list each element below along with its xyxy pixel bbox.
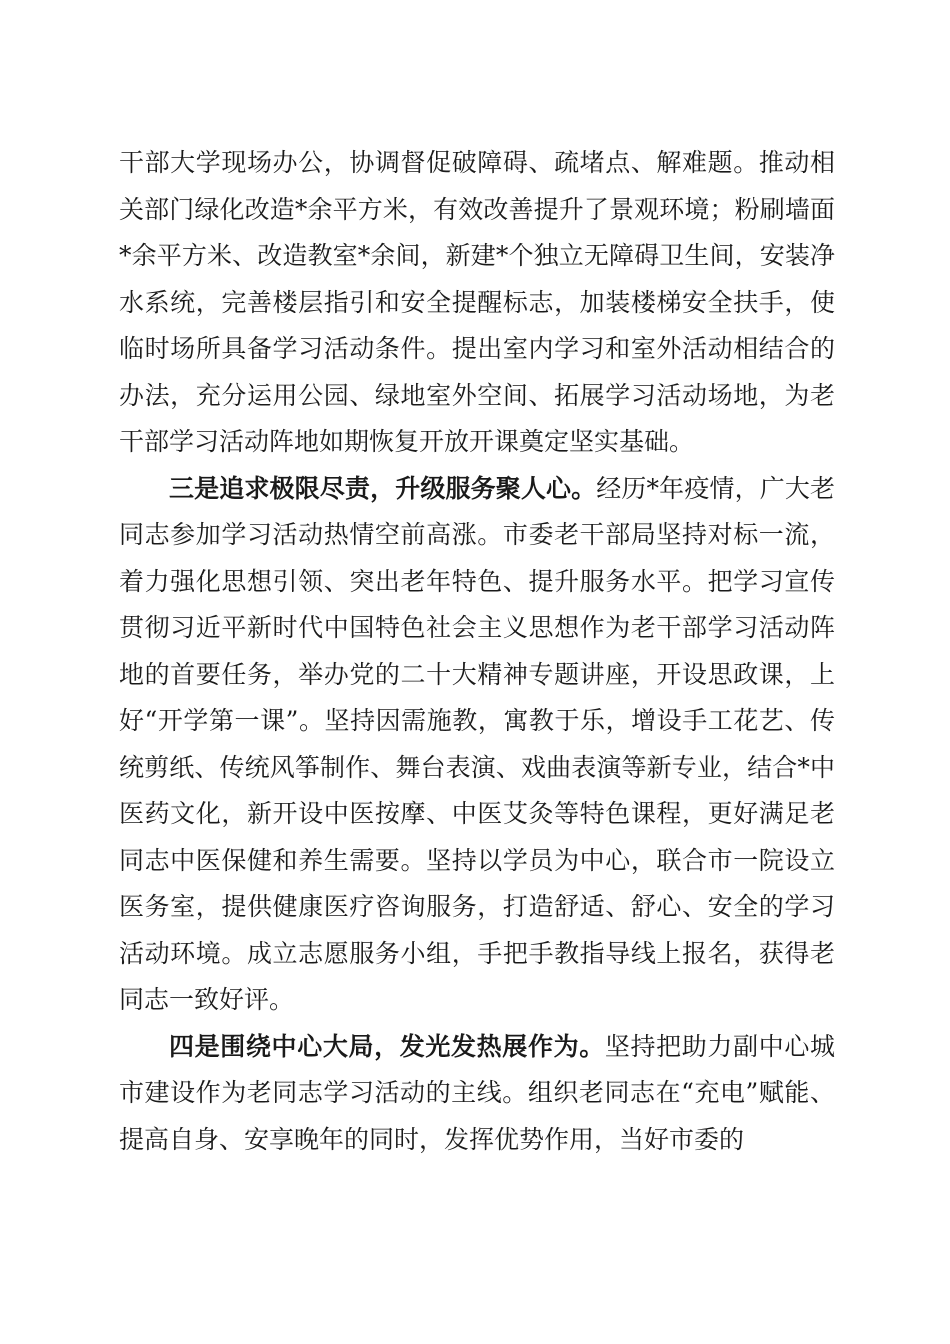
document-body — [119, 140, 835, 1163]
paragraph-body: 干部大学现场办公，协调督促破障碍、疏堵点、解难题。推动相关部门绿化改造*余平方米，有效改善提升了景观环境；粉刷墙面*余平方米、改造教室*余间，新建*个独立无障碍卫生间，安装净水系统，完善楼层指引和安全提醒标志，加装楼梯安全扶手，使临时场所具备学习活动条件。提出室内学习和室外活动相结合的办法，充分运用公园、绿地室外空间、拓展学习活动场地，为老干部学习活动阵地如期恢复开放开课奠定坚实基础。 — [119, 148, 835, 456]
paragraph-point-four — [119, 1024, 835, 1164]
paragraph-lead: 四是围绕中心大局，发光发热展作为。 — [169, 1031, 605, 1061]
paragraph-point-three — [119, 466, 835, 1024]
paragraph-body: 经历*年疫情，广大老同志参加学习活动热情空前高涨。市委老干部局坚持对标一流，着力强化思想引领、突出老年特色、提升服务水平。把学习宣传贯彻习近平新时代中国特色社会主义思想作为老干部学习活动阵地的首要任务，举办党的二十大精神专题讲座，开设思政课，上好“开学第一课”。坚持因需施教，寓教于乐，增设手工花艺、传统剪纸、传统风筝制作、舞台表演、戏曲表演等新专业，结合*中医药文化，新开设中医按摩、中医艾灸等特色课程，更好满足老同志中医保健和养生需要。坚持以学员为中心，联合市一院设立医务室，提供健康医疗咨询服务，打造舒适、舒心、安全的学习活动环境。成立志愿服务小组，手把手教指导线上报名，获得老同志一致好评。 — [119, 473, 835, 1014]
paragraph-body: 坚持把助力副中心城市建设作为老同志学习活动的主线。组织老同志在“充电”赋能、提高自身、安享晚年的同时，发挥优势作用，当好市委的 — [119, 1031, 835, 1154]
paragraph-lead: 三是追求极限尽责，升级服务聚人心。 — [169, 473, 597, 503]
paragraph-continuation — [119, 140, 835, 466]
